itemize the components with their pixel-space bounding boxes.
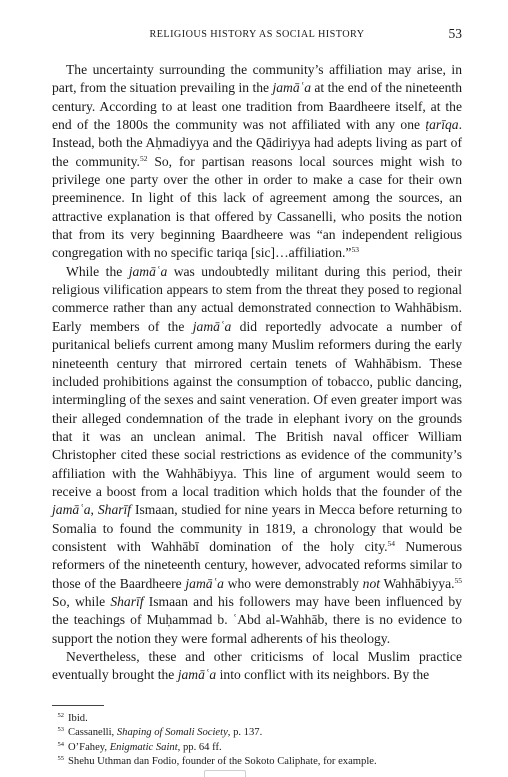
italic-term: Enigmatic Saint — [109, 741, 178, 753]
running-title: RELIGIOUS HISTORY AS SOCIAL HISTORY — [149, 29, 365, 40]
italic-term: jamāʿa — [185, 575, 224, 591]
text-run: Shehu Uthman dan Fodio, founder of the Sokoto Caliphate, for example. — [68, 756, 377, 768]
footnote-text — [68, 713, 88, 724]
body-text — [52, 61, 462, 685]
footnote: 52 Ibid. — [57, 712, 88, 724]
text-run: So, while — [52, 593, 111, 609]
italic-term: jamāʿa — [52, 502, 91, 518]
footnote: 55 Shehu Uthman dan Fodio, founder of the Sokoto Caliphate, for example. — [57, 755, 377, 768]
text-run: was undoubtedly militant during this period, their religious vilification appears to stem from the threat they posed to regional commerce rather than any actual demonstrated connection to Wahhābism. Early members of the — [52, 263, 462, 334]
text-run: So, for partisan reasons local sources might wish to privilege one party over the other in order to make a case for their own preeminence. In light of this lack of agreement among the sources, an attractive explanation is that offered by Cassanelli, who posits the notion that from its very beginning Baardheere was “an independent religious congregation with no specific tariqa [sic]…affiliation.” — [52, 153, 462, 261]
italic-term: jamāʿa — [192, 318, 232, 334]
text-run: , pp. 64 ff. — [177, 741, 222, 753]
text-run: Numerous reformers of the nineteenth century, however, advocated reforms similar to those of the Baardheere — [52, 538, 462, 591]
text-run: into conflict with its neighbors. By the — [216, 667, 430, 683]
footnote-text — [68, 756, 377, 767]
text-run: at the end of the nineteenth century. According to at least one tradition from Baardheere itself, at the end of the 1800s the community was not affiliated with any one — [52, 80, 462, 133]
paragraph — [52, 648, 462, 685]
text-run: The uncertainty surrounding the community’s affiliation may arise, in part, from the situation prevailing in the — [52, 62, 462, 96]
footnote-divider — [52, 705, 104, 706]
text-run: , p. 137. — [227, 727, 263, 739]
text-run: Wahhābiyya. — [380, 575, 455, 591]
text-run: Ismaan and his followers may have been influenced by the teachings of Muḥammad b. ʿAbd al-Wahhāb, there is no evidence to support the notion they were formal adherents of his theology. — [52, 593, 462, 646]
text-run: Nevertheless, these and other criticisms of local Muslim practice eventually brought the — [52, 649, 462, 683]
italic-term: Sharīf — [97, 502, 132, 518]
italic-term: jamāʿa — [128, 263, 168, 279]
text-run: Cassanelli, — [68, 727, 117, 739]
footnote-text — [68, 742, 222, 753]
text-run: who were demonstrably — [223, 575, 363, 591]
paragraph — [52, 263, 462, 648]
text-run: Ismaan, studied for nine years in Mecca before returning to Somalia to found the community in 1819, a chronology that would be consistent with Wahhābī domination of the holy city. — [52, 502, 463, 554]
italic-term: Sharīf — [110, 593, 144, 609]
paragraph — [52, 61, 462, 263]
text-run: , — [90, 502, 98, 518]
text-run: Ibid. — [68, 713, 88, 724]
text-run: did reportedly advocate a number of puritanical beliefs current among many Muslim reformers during the early nineteenth century that mirrored certain tenets of Wahhābism. These included prohibitions against the consumption of tobacco, public dancing, intermingling of the sexes and saint veneration. Of even greater import was their alleged condemnation of the trade in elephant ivory on the grounds that it was an unclean animal. The British naval officer William Christopher cited these social restrictions as evidence of the community’s affiliation with the Wahhābiyya. This line of argument would seem to receive a boost from a local tradition which holds that the founder of the — [52, 318, 462, 499]
page-number: 53 — [448, 26, 462, 41]
text-run: While the — [66, 263, 129, 279]
italic-term: jamāʿa — [272, 80, 311, 96]
italic-term: jamāʿa — [177, 667, 217, 683]
footnote-reference: 52 — [139, 153, 148, 163]
footnote-reference: 54 — [387, 538, 396, 548]
footnote-reference: 55 — [454, 575, 462, 585]
footnote-text — [68, 727, 262, 738]
footnote-reference: 53 — [351, 245, 359, 255]
italic-term: Shaping of Somali Society — [116, 727, 228, 739]
text-run: . Instead, both the Aḥmadiyya and the Qādiriyya had adepts living as part of the community. — [52, 117, 462, 169]
footnote: 54 O’Fahey, Enigmatic Saint, pp. 64 ff. — [57, 740, 222, 753]
text-run: O’Fahey, — [68, 741, 110, 753]
italic-term: ṭarīqa — [425, 117, 459, 133]
footnote: 53 Cassanelli, Shaping of Somali Society, p. 137. — [57, 726, 263, 739]
italic-term: not — [362, 575, 381, 591]
running-head — [52, 26, 462, 42]
footnotes — [52, 712, 462, 770]
